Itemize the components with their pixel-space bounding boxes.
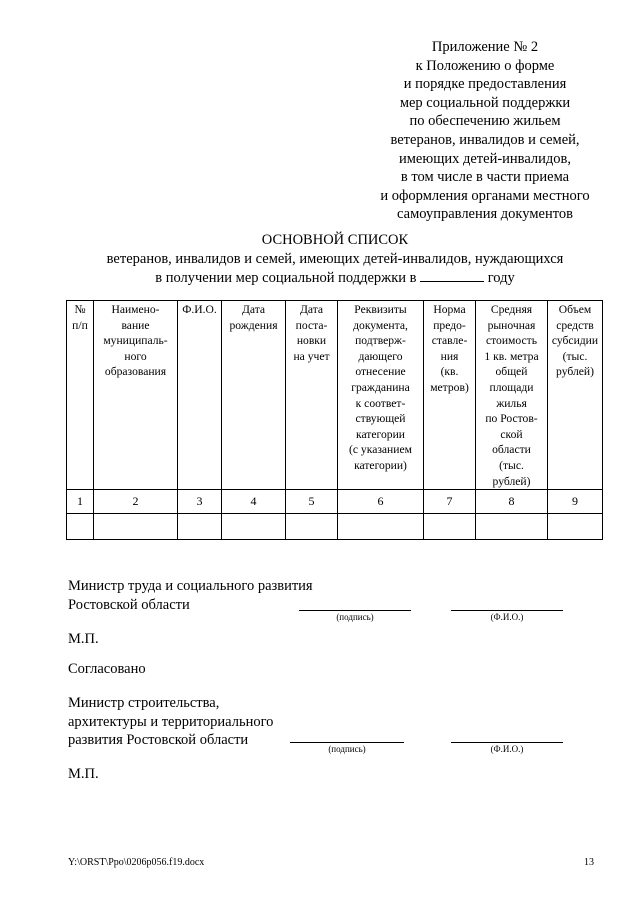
header-text-line: 1 кв. метра <box>484 349 539 363</box>
table-cell <box>178 514 222 540</box>
header-text-line: отнесение <box>355 365 406 379</box>
table-number-row <box>67 490 603 514</box>
footer-file-path: Y:\ORST\Ppo\0206p056.f19.docx <box>68 857 205 868</box>
table-header-cell <box>286 301 338 490</box>
table-header-cell <box>222 301 286 490</box>
header-text-line: площади <box>489 380 534 394</box>
header-text-line: образования <box>104 365 167 379</box>
header-text-line: ного <box>124 349 147 363</box>
table-cell <box>222 514 286 540</box>
header-text-line: гражданина <box>351 380 410 394</box>
header-text-line: (с указанием <box>349 443 412 457</box>
signatory-title-line: развития Ростовской области <box>68 732 249 749</box>
page-number: 13 <box>584 857 594 868</box>
subtitle-text-before: в получении мер социальной поддержки в <box>155 270 417 286</box>
table-header-cell <box>178 301 222 490</box>
subtitle-text-after: году <box>487 270 515 286</box>
signature-line <box>299 610 411 611</box>
appendix-line: ветеранов, инвалидов и семей, <box>390 131 580 148</box>
header-text-line: № <box>74 303 86 316</box>
column-number-cell: 5 <box>286 490 338 514</box>
header-text-line: новки <box>296 334 327 348</box>
stamp-label: М.П. <box>68 631 99 647</box>
appendix-line: в том числе в части приема <box>400 169 570 186</box>
table-empty-row <box>67 514 603 540</box>
name-line <box>451 742 563 743</box>
signatory-title-line: архитектуры и территориального <box>68 713 274 730</box>
header-text-line: рыночная <box>487 318 536 332</box>
header-text-line: рублей) <box>492 474 531 488</box>
header-text-line: Норма <box>433 303 466 316</box>
signatory-title-line: Ростовской области <box>68 596 190 613</box>
table-header-cell <box>548 301 603 490</box>
header-text-line: Дата <box>241 303 266 316</box>
year-blank-field <box>420 268 484 282</box>
appendix-line: имеющих детей-инвалидов, <box>398 150 571 167</box>
signature-line <box>290 742 404 743</box>
column-number-cell: 3 <box>178 490 222 514</box>
header-text-line: к соответ- <box>355 396 406 410</box>
header-text-line: жилья <box>496 396 527 410</box>
main-list-table <box>66 300 603 540</box>
header-text-line: категории) <box>354 458 407 472</box>
appendix-line: по обеспечению жильем <box>409 113 561 130</box>
column-number-cell: 6 <box>338 490 424 514</box>
table-cell <box>286 514 338 540</box>
header-text-line: вание <box>121 318 150 332</box>
document-subtitle-line2 <box>60 268 610 288</box>
header-text-line: ставле- <box>431 334 468 348</box>
agreed-label: Согласовано <box>68 661 146 677</box>
header-text-line: поста- <box>295 318 328 332</box>
table-cell <box>476 514 548 540</box>
appendix-line: самоуправления документов <box>397 206 573 223</box>
header-text-line: Средняя <box>490 303 533 316</box>
document-title-block <box>60 231 610 288</box>
header-text-line: рублей) <box>556 365 594 379</box>
name-caption: (Ф.И.О.) <box>490 612 524 622</box>
header-text-line: ния <box>440 349 459 363</box>
table-cell <box>548 514 603 540</box>
table-cell <box>94 514 178 540</box>
signatory-title-line: Министр труда и социального развития <box>68 578 313 594</box>
column-number-cell: 7 <box>424 490 476 514</box>
column-number-cell: 2 <box>94 490 178 514</box>
header-text-line: Наимено- <box>111 303 160 316</box>
header-text-line: Дата <box>299 303 324 316</box>
signature-caption: (подпись) <box>336 612 374 622</box>
header-text-line: предо- <box>433 318 466 332</box>
header-text-line: подтверж- <box>355 334 406 348</box>
appendix-line: мер социальной поддержки <box>399 94 571 111</box>
table-cell <box>67 514 94 540</box>
header-text-line: средств <box>556 318 594 332</box>
table-header-row <box>67 301 603 490</box>
header-text-line: рождения <box>229 318 278 332</box>
stamp-label: М.П. <box>68 766 99 782</box>
header-text-line: метров) <box>430 380 469 394</box>
header-text-line: общей <box>495 365 528 379</box>
table-header-cell <box>476 301 548 490</box>
table-header-cell <box>94 301 178 490</box>
signatory-title-line: Министр строительства, <box>68 695 220 711</box>
signature-caption: (подпись) <box>328 744 366 754</box>
header-text-line: области <box>492 443 531 457</box>
header-text-line: ской <box>500 427 523 441</box>
header-text-line: категории <box>356 427 405 441</box>
header-text-line: стоимость <box>486 334 537 348</box>
column-number-cell: 4 <box>222 490 286 514</box>
appendix-line: и оформления органами местного <box>380 187 590 204</box>
name-line <box>451 610 563 611</box>
header-text-line: Объем <box>558 303 592 316</box>
document-title: ОСНОВНОЙ СПИСОК <box>261 232 409 248</box>
header-text-line: субсидии <box>551 334 599 348</box>
name-caption: (Ф.И.О.) <box>490 744 524 754</box>
header-text-line: на учет <box>293 349 330 363</box>
table-header-cell <box>424 301 476 490</box>
header-text-line: документа, <box>353 318 408 332</box>
table-cell <box>338 514 424 540</box>
document-subtitle-line1: ветеранов, инвалидов и семей, имеющих детей-инвалидов, нуждающихся <box>106 250 564 267</box>
signature-block-labor-minister <box>68 577 313 614</box>
column-number-cell: 1 <box>67 490 94 514</box>
header-text-line: (тыс. <box>499 458 524 472</box>
header-text-line: Ф.И.О. <box>182 303 217 316</box>
appendix-line: к Положению о форме <box>415 57 555 74</box>
signature-block-construction-minister <box>68 694 273 750</box>
appendix-line: Приложение № 2 <box>431 39 539 55</box>
appendix-header <box>360 38 610 224</box>
table-header-cell <box>338 301 424 490</box>
column-number-cell: 9 <box>548 490 603 514</box>
table-cell <box>424 514 476 540</box>
header-text-line: (кв. <box>440 365 459 379</box>
header-text-line: п/п <box>72 318 88 332</box>
header-text-line: Реквизиты <box>354 303 407 316</box>
column-number-cell: 8 <box>476 490 548 514</box>
header-text-line: по Ростов- <box>485 412 538 426</box>
appendix-line: и порядке предоставления <box>403 76 567 93</box>
table-header-cell <box>67 301 94 490</box>
header-text-line: ствующей <box>355 412 406 426</box>
header-text-line: (тыс. <box>562 349 588 363</box>
header-text-line: дающего <box>358 349 403 363</box>
header-text-line: муниципаль- <box>103 334 168 348</box>
